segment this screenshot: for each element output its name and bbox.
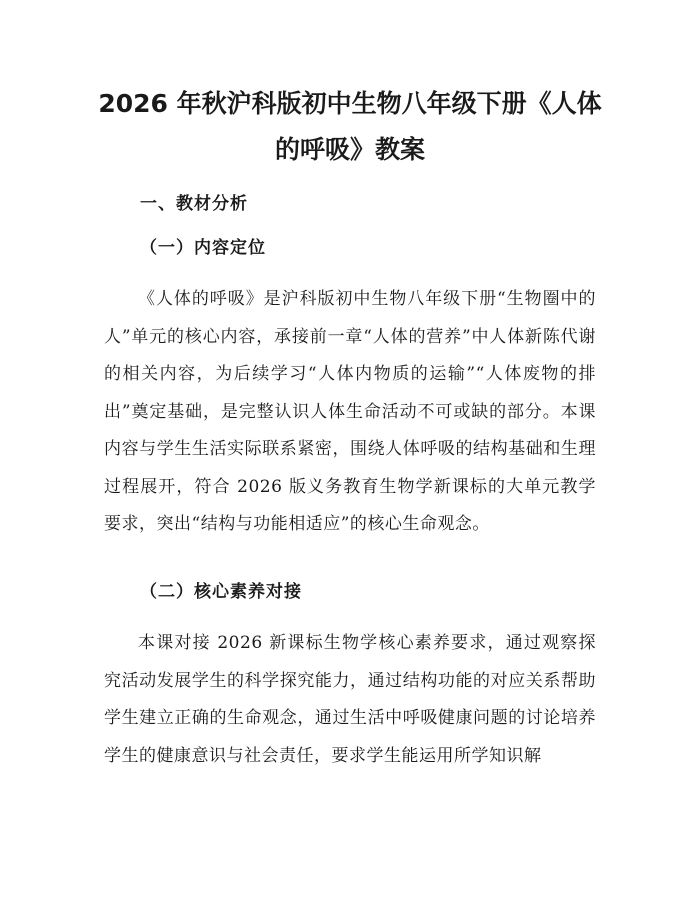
document-title-line-2: 的呼吸》教案 xyxy=(274,135,425,164)
paragraph-core-literacy: 本课对接 2026 新课标生物学核心素养要求，通过观察探究活动发展学生的科学探究能力，通过结构功能的对应关系帮助学生建立正确的生命观念，通过生活中呼吸健康问题的讨论培养学生的健康意识与社会责任，要求学生能运用所学知识解 xyxy=(104,633,596,766)
subsection-heading-content-positioning: （一）内容定位 xyxy=(140,238,266,258)
subsection-heading-core-literacy: （二）核心素养对接 xyxy=(140,582,302,602)
document-title-line-1: 2026 年秋沪科版初中生物八年级下册《人体 xyxy=(98,89,602,118)
section-heading-textbook-analysis: 一、教材分析 xyxy=(140,194,248,214)
paragraph-content-positioning: 《人体的呼吸》是沪科版初中生物八年级下册“生物圈中的人”单元的核心内容，承接前一章“人体的营养”中人体新陈代谢的相关内容，为后续学习“人体内物质的运输”“人体废物的排出”奠定基础，是完整认识人体生命活动不可或缺的部分。本课内容与学生生活实际联系紧密，围绕人体呼吸的结构基础和生理过程展开，符合 2026 版义务教育生物学新课标的大单元教学要求，突出“结构与功能相适应”的核心生命观念。 xyxy=(104,289,596,534)
